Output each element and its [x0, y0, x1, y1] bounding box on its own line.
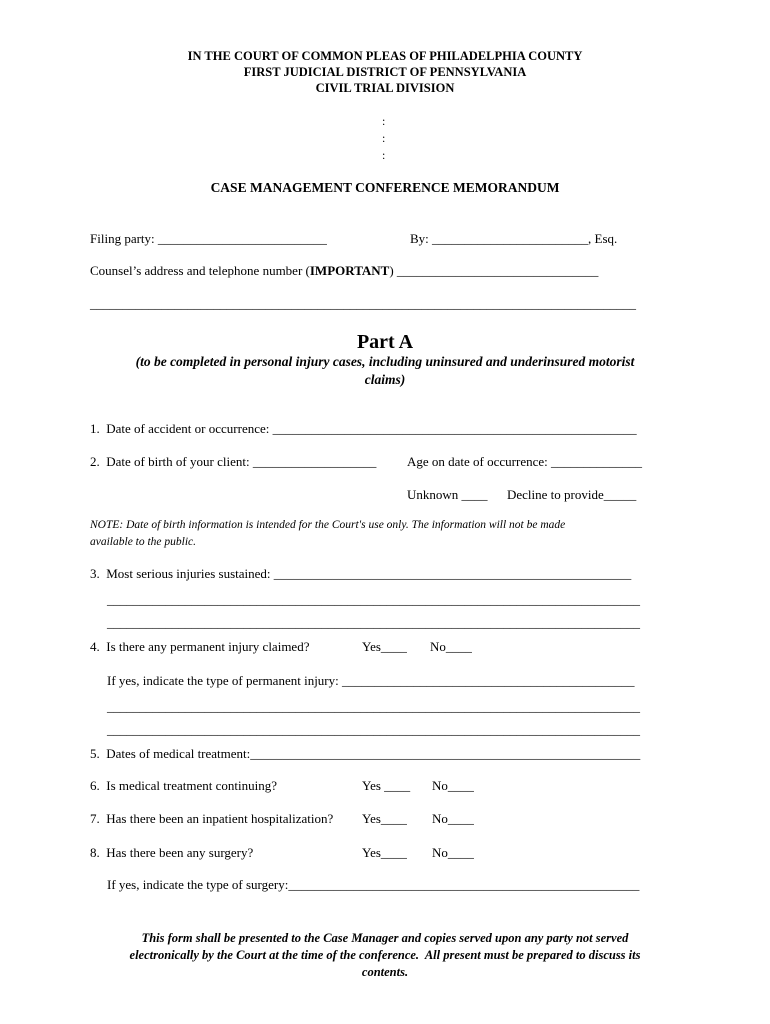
permanent-injury-yes[interactable]: Yes____ — [362, 639, 407, 654]
age-on-occurrence-field[interactable]: Age on date of occurrence: ______________ — [407, 454, 643, 469]
decline-checkbox[interactable]: Decline to provide_____ — [507, 487, 637, 502]
date-of-accident-field[interactable]: 1. Date of accident or occurrence: ________________________________________________________ — [90, 421, 637, 436]
surgery-question: 8. Has there been any surgery? — [90, 845, 254, 860]
caption-colon: : — [382, 131, 386, 145]
counsel-blank: ) _______________________________ — [389, 263, 599, 278]
court-header-line-2: FIRST JUDICIAL DISTRICT OF PENNSYLVANIA — [243, 65, 527, 79]
serious-injuries-line-3[interactable]: __________________________________________________________________________________ — [107, 615, 640, 630]
permanent-injury-type-line-2[interactable]: __________________________________________________________________________________ — [107, 699, 640, 714]
important-label: IMPORTANT — [309, 263, 390, 278]
medical-treatment-dates-field[interactable]: 5. Dates of medical treatment:____________________________________________________________ — [90, 746, 641, 761]
permanent-injury-no[interactable]: No____ — [430, 639, 472, 654]
treatment-continuing-yes[interactable]: Yes ____ — [362, 778, 411, 793]
surgery-no[interactable]: No____ — [432, 845, 474, 860]
serious-injuries-line-2[interactable]: __________________________________________________________________________________ — [107, 592, 640, 607]
caption-colon: : — [382, 148, 386, 162]
permanent-injury-type-line-3[interactable]: __________________________________________________________________________________ — [107, 722, 640, 737]
caption-colon: : — [382, 114, 386, 128]
part-a-subtitle-line-1: (to be completed in personal injury cases, including uninsured and underinsured motorist — [135, 354, 635, 369]
hospitalization-no[interactable]: No____ — [432, 811, 474, 826]
attorney-by-field[interactable]: By: ________________________, Esq. — [410, 231, 618, 246]
surgery-type-field[interactable]: If yes, indicate the type of surgery:______________________________________________________ — [107, 877, 640, 892]
surgery-yes[interactable]: Yes____ — [362, 845, 407, 860]
counsel-address-field[interactable] — [90, 263, 598, 279]
hospitalization-question: 7. Has there been an inpatient hospitalization? — [90, 811, 334, 826]
treatment-continuing-question: 6. Is medical treatment continuing? — [90, 778, 277, 793]
serious-injuries-field[interactable]: 3. Most serious injuries sustained: _______________________________________________________ — [90, 566, 632, 581]
court-header-line-3: CIVIL TRIAL DIVISION — [315, 81, 455, 95]
unknown-checkbox[interactable]: Unknown ____ — [407, 487, 488, 502]
treatment-continuing-no[interactable]: No____ — [432, 778, 474, 793]
counsel-label: Counsel’s address and telephone number ( — [90, 263, 310, 278]
date-of-birth-field[interactable]: 2. Date of birth of your client: ___________________ — [90, 454, 377, 469]
filing-party-field[interactable]: Filing party: __________________________ — [90, 231, 327, 246]
permanent-injury-type-field[interactable]: If yes, indicate the type of permanent injury: _____________________________________________ — [107, 673, 635, 688]
counsel-address-line-2[interactable]: ____________________________________________________________________________________ — [90, 296, 636, 311]
court-header-line-1: IN THE COURT OF COMMON PLEAS OF PHILADELPHIA COUNTY — [187, 49, 583, 63]
part-a-subtitle-line-2: claims) — [364, 372, 406, 387]
footer-line-3: contents. — [361, 965, 409, 979]
hospitalization-yes[interactable]: Yes____ — [362, 811, 407, 826]
footer-line-2: electronically by the Court at the time of the conference. All present must be prepared to discuss its — [129, 948, 641, 962]
note-line-2: available to the public. — [90, 536, 197, 548]
document-title: CASE MANAGEMENT CONFERENCE MEMORANDUM — [210, 180, 560, 195]
permanent-injury-question: 4. Is there any permanent injury claimed? — [90, 639, 310, 654]
footer-line-1: This form shall be presented to the Case Manager and copies served upon any party not served — [141, 931, 629, 945]
note-line-1: NOTE: Date of birth information is intended for the Court's use only. The information will not be made — [90, 519, 566, 531]
part-a-heading: Part A — [356, 331, 414, 353]
